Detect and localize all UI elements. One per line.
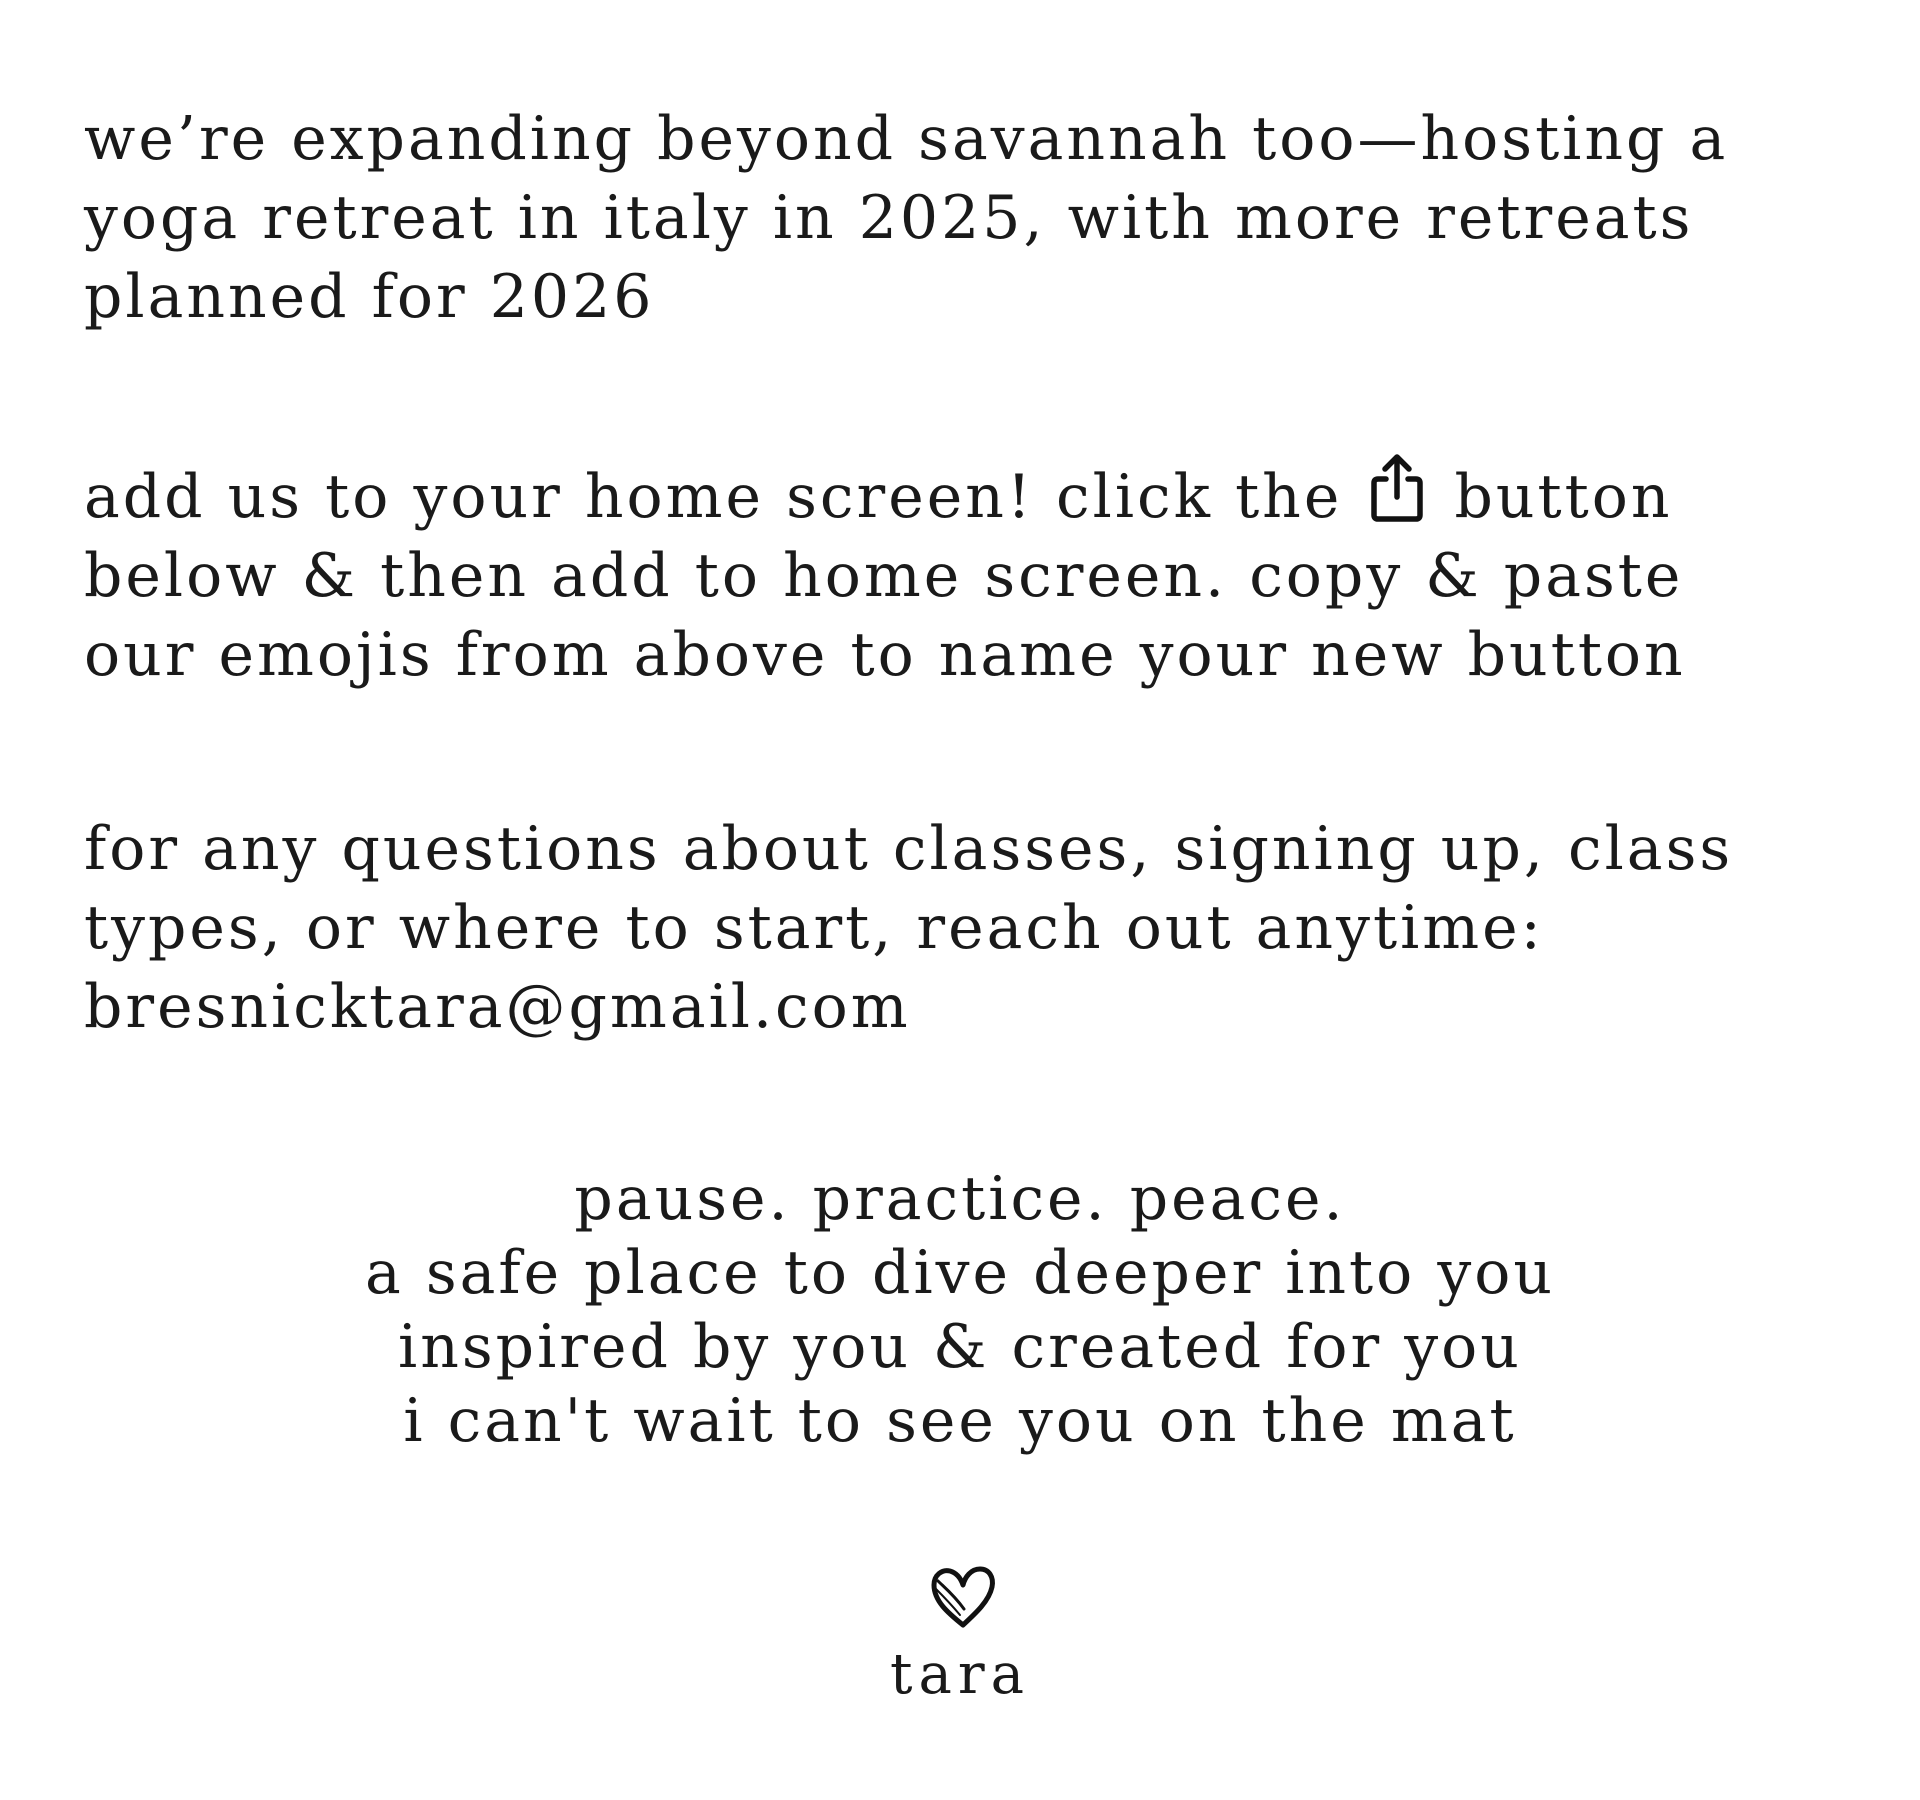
retreat-line-3: planned for 2026 (84, 262, 655, 332)
retreat-line-1: we’re expanding beyond savannah too—hosting a (84, 104, 1729, 174)
retreat-paragraph (84, 100, 1864, 337)
tagline (0, 1162, 1920, 1458)
contact-paragraph (84, 810, 1864, 1047)
retreat-line-2: yoga retreat in italy in 2025, with more retreats (84, 183, 1694, 253)
signature-name: tara (889, 1642, 1031, 1707)
contact-line-1: for any questions about classes, signing up, class (84, 814, 1734, 884)
heart-icon (928, 1565, 998, 1631)
home-screen-line-1 (84, 453, 1864, 537)
home-screen-line-1-end: button (1454, 462, 1673, 532)
home-screen-line-2: below & then add to home screen. copy & paste (84, 541, 1684, 611)
share-icon (1366, 453, 1428, 525)
contact-line-2: types, or where to start, reach out anytime: (84, 893, 1544, 963)
contact-email-link[interactable]: bresnicktara@gmail.com (84, 972, 911, 1042)
tagline-line-1: pause. practice. peace. (574, 1164, 1346, 1234)
contact-email-line (84, 968, 1864, 1047)
home-screen-paragraph (84, 453, 1864, 695)
home-screen-line-3: our emojis from above to name your new button (84, 620, 1686, 690)
tagline-line-2: a safe place to dive deeper into you (364, 1238, 1556, 1308)
home-screen-line-1-start: add us to your home screen! click the (84, 462, 1343, 532)
tagline-line-4: i can't wait to see you on the mat (403, 1386, 1517, 1456)
tagline-line-3: inspired by you & created for you (398, 1312, 1522, 1382)
